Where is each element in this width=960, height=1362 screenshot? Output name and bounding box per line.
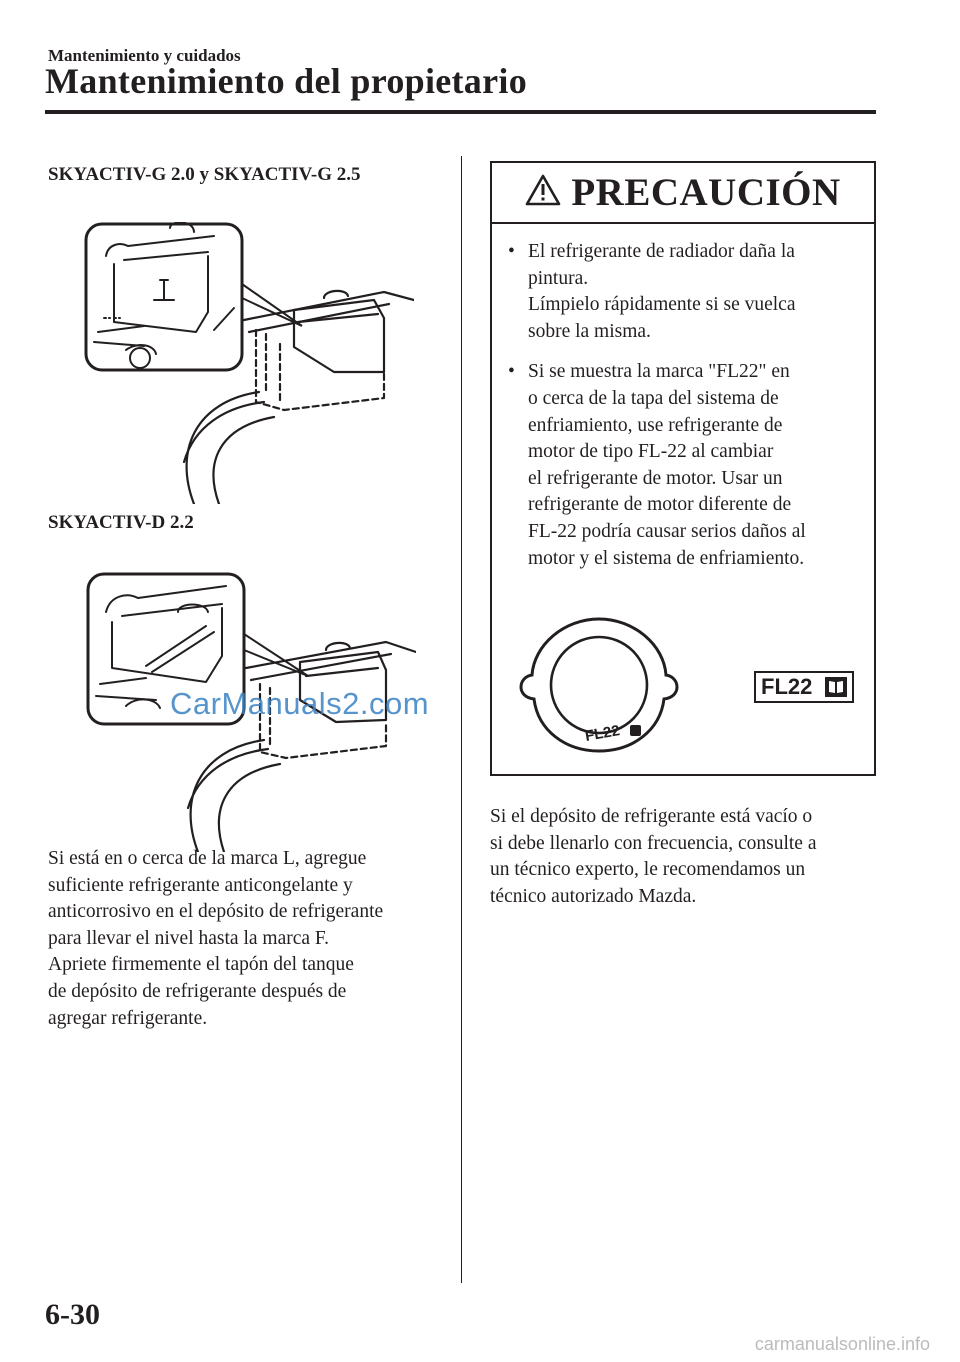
text-line: suficiente refrigerante anticongelante y (48, 874, 353, 896)
bullet: • (508, 241, 515, 262)
text-line: el refrigerante de motor. Usar un (528, 467, 783, 489)
text-line: si debe llenarlo con frecuencia, consulte a (490, 832, 817, 854)
caution-list (508, 239, 858, 586)
text-line: agregar refrigerante. (48, 1007, 208, 1029)
text-line: anticorrosivo en el depósito de refrigerante (48, 901, 384, 923)
watermark-site: carmanualsonline.info (754, 1334, 930, 1354)
warning-triangle-icon (525, 174, 561, 206)
caution-item (508, 239, 858, 345)
text-line: sobre la misma. (528, 320, 651, 342)
cap-fl22-label: FL22 (583, 722, 622, 745)
text-line: motor y el sistema de enfriamiento. (528, 547, 805, 569)
page-number: 6-30 (45, 1298, 100, 1331)
watermark-carmanuals: CarManuals2.com (170, 686, 430, 721)
header-rule (45, 110, 876, 114)
caution-title: PRECAUCIÓN (571, 171, 841, 214)
radiator-cap-illustration (514, 613, 684, 753)
caution-box (490, 161, 876, 776)
text-line: Apriete firmemente el tapón del tanque (48, 954, 354, 976)
caution-item (508, 359, 858, 572)
text-line: FL-22 podría causar serios daños al (528, 520, 806, 542)
heading-skyactiv-d: SKYACTIV-D 2.2 (48, 512, 194, 533)
bullet: • (508, 361, 515, 383)
text-line: refrigerante de motor diferente de (528, 494, 792, 516)
text-line: técnico autorizado Mazda. (490, 885, 697, 907)
text-line: Límpielo rápidamente si se vuelca (528, 294, 796, 316)
page-title: Mantenimiento del propietario (45, 61, 527, 101)
left-paragraph (48, 846, 448, 1032)
text-line: Si está en o cerca de la marca L, agregue (48, 848, 367, 869)
fl22-badge-label: FL22 (761, 674, 813, 699)
text-line: Si el depósito de refrigerante está vacío o (490, 806, 813, 827)
section-title: Mantenimiento y cuidados (48, 46, 241, 65)
text-line: El refrigerante de radiador daña la (528, 241, 795, 262)
fl22-badge (754, 671, 854, 703)
text-line: pintura. (528, 267, 589, 289)
text-line: Si se muestra la marca "FL22" en (528, 361, 790, 383)
text-line: para llevar el nivel hasta la marca F. (48, 927, 330, 949)
column-divider (461, 156, 462, 1283)
text-line: enfriamiento, use refrigerante de (528, 414, 783, 436)
right-paragraph (490, 804, 890, 910)
text-line: un técnico experto, le recomendamos un (490, 859, 806, 881)
text-line: motor de tipo FL-22 al cambiar (528, 441, 774, 463)
text-line: o cerca de la tapa del sistema de (528, 387, 779, 409)
manual-book-icon (825, 677, 847, 697)
caution-header (492, 163, 874, 224)
heading-skyactiv-g: SKYACTIV-G 2.0 y SKYACTIV-G 2.5 (48, 164, 361, 185)
coolant-reservoir-illustration-g (84, 222, 414, 504)
text-line: de depósito de refrigerante después de (48, 980, 347, 1002)
